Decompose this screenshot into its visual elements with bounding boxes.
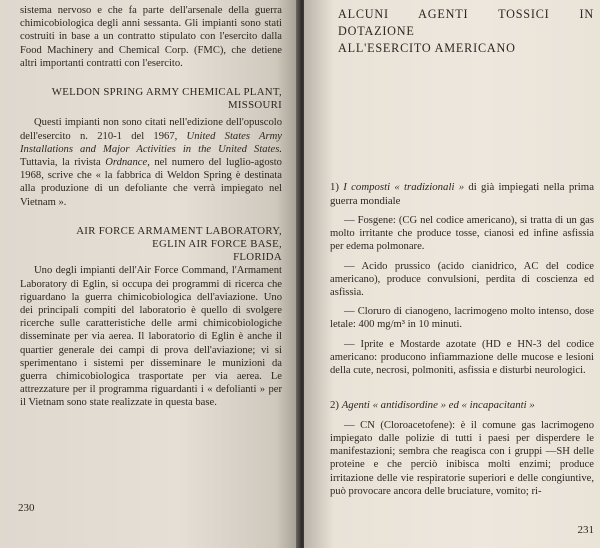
eglin-heading <box>20 225 282 265</box>
weldon-text-italic: United States Army Installations and Major Activities in the United States. <box>20 130 282 155</box>
eglin-heading-line3: FLORIDA <box>233 251 282 264</box>
section2-title <box>330 399 594 413</box>
entry-cn: — CN (Cloroacetofene): è il comune gas lacrimogeno impiegato dalle polizie di tutti i paesi per disperdere le manifestazioni; sembra che reagisca con i gruppi —SH delle proteine e che perciò inibisca molti enzimi; produce irritazione delle vie respiratorie superiori e delle congiuntive, può provocare ancora delle bruciature, vomito; ri- <box>330 419 594 497</box>
eglin-paragraph: Uno degli impianti dell'Air Force Command, l'Armament Laboratory di Eglin, si occupa dei programmi di ricerca che riguardano la guerra chimicobiologica dell'aviazione. Uno dei principali compiti del laboratorio è quello di svolgere ricerche sulle caratteristiche delle armi chimicobiologiche disseminate per via aerea. Il laboratorio di Eglin è anche il quartier generale dei campi di prova dell'aviazione; vi si sperimentano i sistemi per disseminare le munizioni da guerra chimicobiologica trasportate per via aerea. Le attrezzature per il programma riguardanti i « defolianti » per il Vietnam sono state realizzate in questa base. <box>20 265 282 409</box>
chapter-title-line2: ALL'ESERCITO AMERICANO <box>338 41 516 55</box>
right-page-text <box>330 6 594 498</box>
left-page-text <box>20 4 282 410</box>
weldon-heading-line1: WELDON SPRING ARMY CHEMICAL PLANT, <box>51 86 282 99</box>
section1-title <box>330 181 594 208</box>
entry-iprite: — Iprite e Mostarde azotate (HD e HN-3 del codice americano: producono infiammazione delle mucose e lesioni della cute, necrosi, polmoniti, asfissia e disturbi neurologici. <box>330 338 594 377</box>
section1-number: 1) <box>330 181 344 193</box>
weldon-text-b: Tuttavia, la rivista <box>20 157 106 169</box>
section2-number: 2) <box>330 399 342 412</box>
weldon-text-c: , nel numero del luglio-agosto 1968, scrive che « la fabbrica di Weldon Spring è destinata alla produzione di un defoliante che verrà impiegato nel Vietnam ». <box>20 157 282 208</box>
weldon-heading-line2: MISSOURI <box>228 99 282 112</box>
section1-rest: di già impiegati nella prima guerra mondiale <box>330 181 594 207</box>
section2-italic: Agenti « antidisordine » ed « incapacitanti » <box>341 399 535 412</box>
page-number-right: 231 <box>577 524 594 536</box>
page-number-left: 230 <box>18 502 35 514</box>
entry-cloruro-cianogeno: — Cloruro di cianogeno, lacrimogeno molto intenso, dose letale: 400 mg/m³ in 10 minuti. <box>330 306 594 331</box>
weldon-heading <box>20 86 282 112</box>
entry-fosgene: — Fosgene: (CG nel codice americano), si tratta di un gas molto irritante che produce tosse, cianosi ed infine asfissia per edema polmonare. <box>330 215 594 253</box>
right-page <box>304 0 600 548</box>
intro-paragraph: sistema nervoso e che fa parte dell'arsenale della guerra chimicobiologica degli anni sessanta. Gli impianti sono stati costruiti in base a un contratto stipulato con l'esercito dalla Food Machinery and Chemical Corp. (FMC), che detiene altri importanti contratti con l'esercito. <box>20 5 282 69</box>
weldon-text-a: Questi impianti non sono citati nell'edizione dell'opuscolo dell'esercito n. 210-1 del 1967, <box>20 117 282 142</box>
entry-acido-prussico: — Acido prussico (acido cianidrico, AC del codice americano), produce convulsioni, perdita di coscienza ed asfissia. <box>330 260 594 299</box>
eglin-heading-line1: AIR FORCE ARMAMENT LABORATORY, <box>76 224 282 237</box>
weldon-text-italic2: Ordnance <box>105 157 148 169</box>
chapter-title-line1: ALCUNI AGENTI TOSSICI IN DOTAZIONE <box>338 7 594 38</box>
eglin-heading-line2: EGLIN AIR FORCE BASE, <box>152 238 282 251</box>
weldon-paragraph <box>20 116 282 208</box>
section1-italic: I composti « tradizionali » <box>343 181 465 193</box>
